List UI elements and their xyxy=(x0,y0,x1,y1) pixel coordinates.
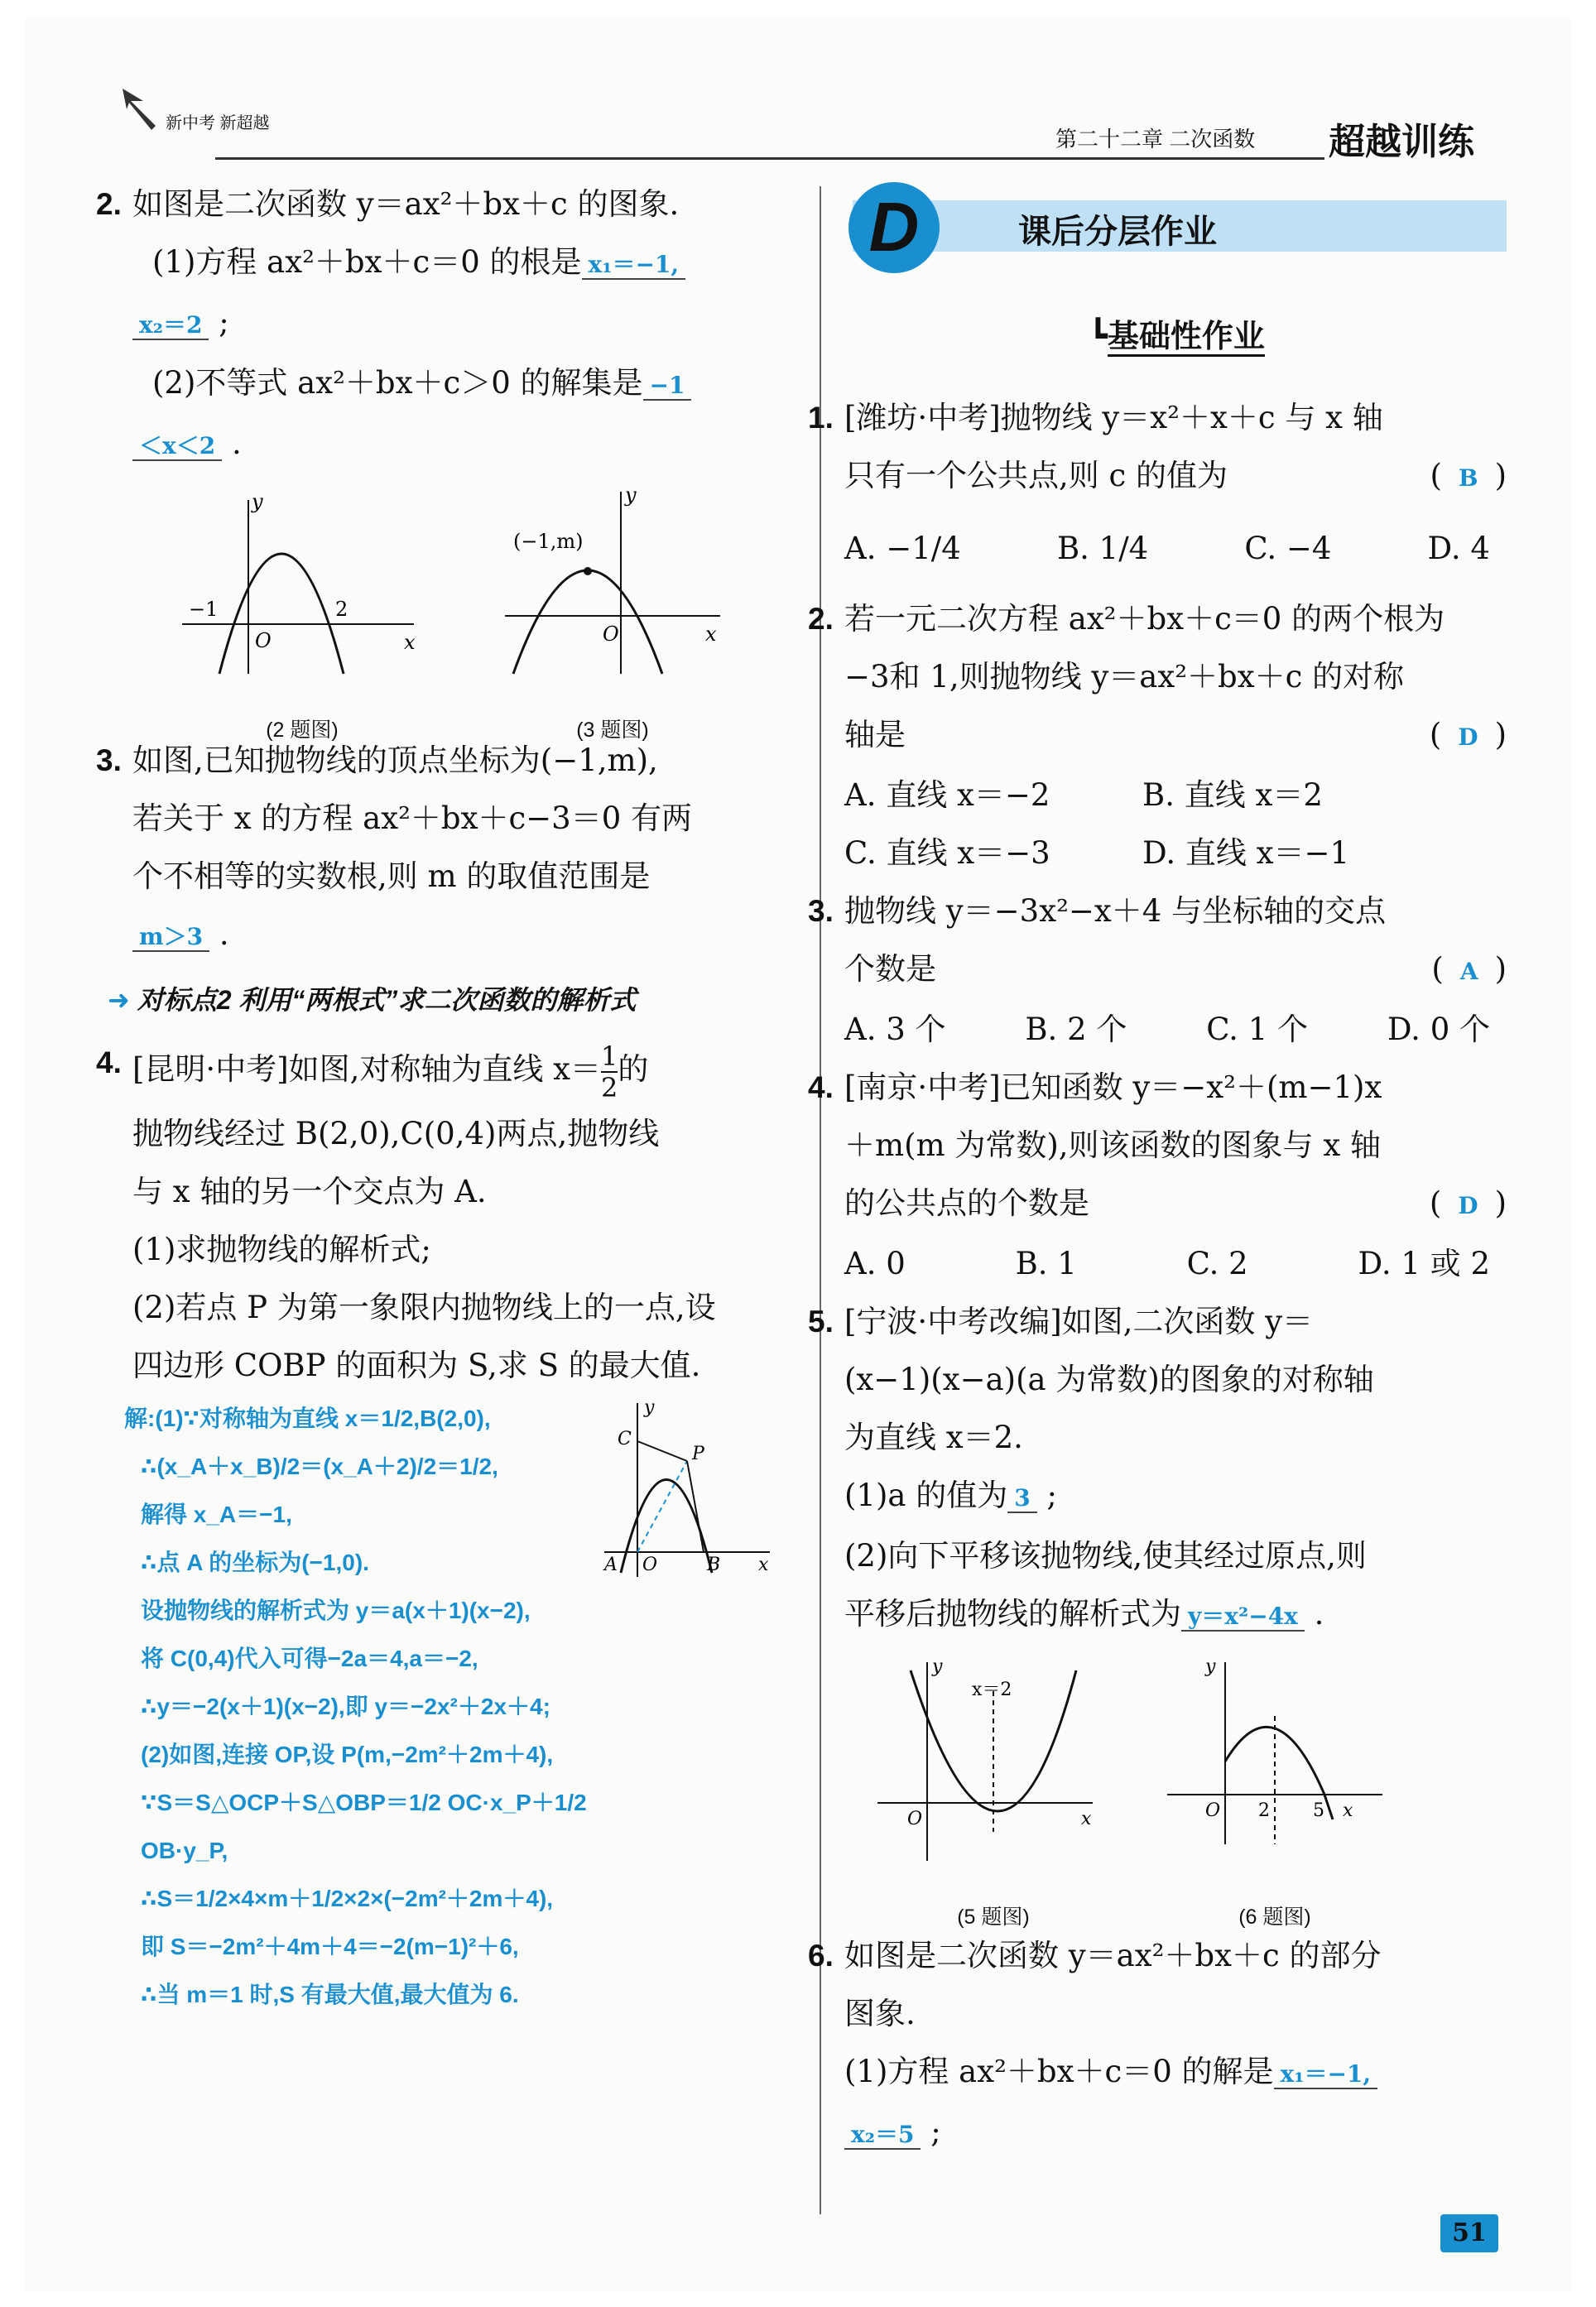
question-3-left: 3. 如图,已知抛物线的顶点坐标为(−1,m), 若关于 x 的方程 ax²＋bx＋c−3＝0 有两 个不相等的实数根,则 m 的取值范围是 m＞3 . xyxy=(132,732,795,966)
solution-text xyxy=(124,1395,588,2019)
q4-line1-tail: 的 xyxy=(618,1051,649,1087)
question-4-right xyxy=(808,1059,1507,1293)
q2-answer1b: x₂＝2 xyxy=(132,311,209,340)
r-q1-line1: [潍坊·中考]抛物线 y＝x²＋x＋c 与 x 轴 xyxy=(844,400,1383,435)
fig5-y-label: y xyxy=(932,1656,943,1677)
r-q5-answer2: y＝x²−4x xyxy=(1181,1603,1305,1632)
topic-heading xyxy=(108,971,795,1029)
fig4-c-label: C xyxy=(618,1429,632,1449)
fig2-x-label: x xyxy=(404,631,416,654)
r-q3-options xyxy=(844,1001,1490,1059)
sol-line: ∴(x_A＋x_B)/2＝(x_A＋2)/2＝1/2, xyxy=(141,1454,498,1479)
q2-answer1a: x₁＝−1, xyxy=(582,251,686,280)
r-q1-answer: B xyxy=(1458,464,1478,492)
subsection-bracket-icon: ┗ xyxy=(1089,320,1108,354)
answer-paren: ( D ) xyxy=(1429,1185,1507,1221)
option-c: C. 1 个 xyxy=(1206,1012,1309,1047)
fraction-numerator: 1 xyxy=(601,1040,618,1072)
option-a: A. 3 个 xyxy=(844,1012,946,1047)
fig2-y-label: y xyxy=(252,490,263,513)
sol-line: ∴点 A 的坐标为(−1,0). xyxy=(141,1550,369,1575)
sol-line: 将 C(0,4)代入可得−2a＝4,a＝−2, xyxy=(141,1646,478,1671)
question-number: 1. xyxy=(808,401,834,435)
header-arrow-icon xyxy=(114,84,164,134)
fig6-y-label: y xyxy=(1205,1656,1216,1677)
figure-2-caption: (2 题图) xyxy=(266,719,339,742)
figure-3-graph xyxy=(488,483,737,682)
fig6-axis-label: 2 xyxy=(1258,1800,1270,1821)
fig5-axis-label: x＝2 xyxy=(972,1680,1012,1700)
q4-line4: (1)求抛物线的解析式; xyxy=(132,1232,431,1267)
topic-arrow-icon: ➜ xyxy=(108,985,137,1015)
r-q1-line2: 只有一个公共点,则 c 的值为 xyxy=(844,458,1228,493)
figure-2 xyxy=(166,483,439,742)
question-stem: 如图是二次函数 y＝ax²＋bx＋c 的图象. xyxy=(132,186,680,222)
r-q4-options xyxy=(844,1235,1490,1293)
fig2-root1-label: −1 xyxy=(189,598,219,621)
question-2-right xyxy=(808,590,1507,882)
question-number: 5. xyxy=(808,1305,834,1339)
r-q4-answer: D xyxy=(1458,1192,1478,1219)
option-a: A. 直线 x＝−2 xyxy=(844,777,1050,813)
r-q2-line1: 若一元二次方程 ax²＋bx＋c＝0 的两个根为 xyxy=(844,601,1445,637)
question-number: 6. xyxy=(808,1939,834,1973)
r-q5-line2: (x−1)(x−a)(a 为常数)的图象的对称轴 xyxy=(844,1362,1374,1397)
r-q1-options xyxy=(844,507,1490,590)
question-number: 3. xyxy=(96,743,122,777)
sol-line: ∴y＝−2(x＋1)(x−2),即 y＝−2x²＋2x＋4; xyxy=(141,1694,550,1719)
r-q5-line1: [宁波·中考改编]如图,二次函数 y＝ xyxy=(844,1304,1314,1339)
q4-line6: 四边形 COBP 的面积为 S,求 S 的最大值. xyxy=(132,1348,701,1383)
answer-paren: ( D ) xyxy=(1429,717,1507,752)
q4-line2: 抛物线经过 B(2,0),C(0,4)两点,抛物线 xyxy=(132,1116,660,1151)
r-q5-line4: (1)a 的值为 xyxy=(844,1478,1008,1513)
answer-paren: ( B ) xyxy=(1430,458,1507,493)
solution-block xyxy=(124,1395,795,2019)
r-q5-answer1: 3 xyxy=(1007,1484,1036,1513)
figure-5-caption: (5 题图) xyxy=(957,1906,1030,1929)
r-q2-options xyxy=(844,767,1490,882)
sol-line: 解得 x_A＝−1, xyxy=(141,1502,292,1527)
question-6-right: 6. 如图是二次函数 y＝ax²＋bx＋c 的部分 图象. (1)方程 ax²＋bx＋c＝0 的解是 x₁＝−1, x₂＝5 ; xyxy=(844,1927,1507,2164)
r-q3-line2: 个数是 xyxy=(844,951,936,987)
question-number: 4. xyxy=(96,1045,122,1079)
fig5-x-label: x xyxy=(1081,1809,1092,1829)
r-q2-answer: D xyxy=(1458,723,1478,751)
q2-part2: (2)不等式 ax²＋bx＋c＞0 的解集是 xyxy=(152,365,643,401)
r-q3-line1: 抛物线 y＝−3x²−x＋4 与坐标轴的交点 xyxy=(844,893,1387,929)
topic-text: 对标点2 利用“两根式”求二次函数的解析式 xyxy=(137,985,637,1015)
option-d: D. 1 或 2 xyxy=(1358,1246,1490,1281)
question-4-left xyxy=(96,1034,795,1395)
option-d: D. 4 xyxy=(1427,531,1490,566)
fig3-origin-label: O xyxy=(603,622,619,646)
question-number: 3. xyxy=(808,894,834,928)
option-a: A. −1/4 xyxy=(844,531,961,566)
r-q6-line1: 如图是二次函数 y＝ax²＋bx＋c 的部分 xyxy=(844,1938,1382,1973)
q4-line5: (2)若点 P 为第一象限内抛物线上的一点,设 xyxy=(132,1290,716,1325)
figure-4-graph xyxy=(596,1395,778,1585)
q3-line1: 如图,已知抛物线的顶点坐标为(−1,m), xyxy=(132,743,658,778)
sol-line: (2)如图,连接 OP,设 P(m,−2m²＋2m＋4), xyxy=(141,1742,554,1767)
r-q5-line6: 平移后抛物线的解析式为 xyxy=(844,1596,1181,1632)
option-d: D. 直线 x＝−1 xyxy=(1142,835,1350,871)
sol-line: ∴当 m＝1 时,S 有最大值,最大值为 6. xyxy=(141,1982,519,2007)
question-number: 2. xyxy=(96,187,122,221)
fig6-x-label: x xyxy=(1343,1800,1353,1821)
r-q6-line3: (1)方程 ax²＋bx＋c＝0 的解是 xyxy=(844,2054,1274,2089)
left-column xyxy=(96,175,795,2019)
figure-6-caption: (6 题图) xyxy=(1238,1906,1311,1929)
q4-fraction xyxy=(601,1041,618,1103)
option-b: B. 直线 x＝2 xyxy=(1142,777,1323,813)
q3-answer: m＞3 xyxy=(132,923,209,952)
page xyxy=(25,17,1571,2290)
figure-5-graph xyxy=(869,1654,1118,1869)
figure-5 xyxy=(869,1654,1118,1927)
fig4-x-label: x xyxy=(758,1555,769,1575)
fig4-y-label: y xyxy=(644,1397,655,1418)
answer-paren: ( A ) xyxy=(1431,951,1507,987)
q3-line3: 个不相等的实数根,则 m 的取值范围是 xyxy=(132,858,651,894)
question-number: 4. xyxy=(808,1070,834,1104)
column-divider xyxy=(820,186,821,2214)
section-d-title: 课后分层作业 xyxy=(1018,214,1217,250)
fig4-p-label: P xyxy=(692,1444,704,1464)
r-q5-line3: 为直线 x＝2. xyxy=(844,1420,1023,1455)
fraction-denominator: 2 xyxy=(601,1071,618,1103)
question-5-right: 5. [宁波·中考改编]如图,二次函数 y＝ (x−1)(x−a)(a 为常数)的图象的对称轴 为直线 x＝2. (1)a 的值为 3 ; (2)向下平移该抛物线,使其经过原点,则 平移后抛物线的解析式为 y＝x²−4x . xyxy=(844,1293,1507,1646)
fig2-origin-label: O xyxy=(255,629,272,652)
sol-line: ∵S＝S△OCP＋S△OBP＝1/2 OC·x_P＋1/2 OB·y_P, xyxy=(141,1790,587,1863)
fig3-x-label: x xyxy=(705,622,717,646)
r-q2-line2: −3和 1,则抛物线 y＝ax²＋bx＋c 的对称 xyxy=(844,659,1405,695)
subsection-heading-text: 基础性作业 xyxy=(1108,320,1265,357)
q3-line2: 若关于 x 的方程 ax²＋bx＋c−3＝0 有两 xyxy=(132,800,693,836)
sol-line: 解:(1)∵对称轴为直线 x＝1/2,B(2,0), xyxy=(124,1406,491,1431)
figure-3-caption: (3 题图) xyxy=(576,719,649,742)
r-q3-answer: A xyxy=(1459,958,1478,985)
fig6-origin-label: O xyxy=(1205,1800,1221,1821)
figures-5-6 xyxy=(869,1654,1507,1927)
header-rule xyxy=(215,157,1324,160)
q2-part1: (1)方程 ax²＋bx＋c＝0 的根是 xyxy=(152,244,582,280)
question-1-right xyxy=(808,389,1507,590)
r-q4-line2: ＋m(m 为常数),则该函数的图象与 x 轴 xyxy=(844,1127,1381,1163)
option-c: C. −4 xyxy=(1244,531,1332,566)
q4-line3: 与 x 轴的另一个交点为 A. xyxy=(132,1174,487,1209)
fig5-origin-label: O xyxy=(907,1809,923,1829)
header-series: 新中考 新超越 xyxy=(166,114,270,132)
question-number: 2. xyxy=(808,602,834,636)
sol-line: ∴S＝1/2×4×m＋1/2×2×(−2m²＋2m＋4), xyxy=(141,1886,554,1911)
header-chapter: 第二十二章 二次函数 xyxy=(1055,127,1256,151)
sol-line: 即 S＝−2m²＋4m＋4＝−2(m−1)²＋6, xyxy=(141,1934,519,1959)
fig4-a-label: A xyxy=(604,1555,618,1575)
figure-6-graph xyxy=(1151,1654,1399,1869)
r-q6-answer1a: x₁＝−1, xyxy=(1274,2060,1378,2089)
figures-2-3 xyxy=(166,483,795,742)
option-c: C. 直线 x＝−3 xyxy=(844,835,1050,871)
sol-line: 设抛物线的解析式为 y＝a(x＋1)(x−2), xyxy=(141,1598,531,1623)
figure-3 xyxy=(488,483,737,742)
question-2-left: 2. 如图是二次函数 y＝ax²＋bx＋c 的图象. (1)方程 ax²＋bx＋c＝0 的根是 x₁＝−1, x₂＝2 ; (2)不等式 ax²＋bx＋c＞0 的解集是 −1 ＜x＜2 . xyxy=(132,175,795,475)
q2-answer2a: −1 xyxy=(643,372,692,401)
fig3-y-label: y xyxy=(625,483,637,507)
q4-line1: [昆明·中考]如图,对称轴为直线 x＝ xyxy=(132,1051,602,1087)
option-b: B. 1/4 xyxy=(1056,531,1149,566)
header-brand: 超越训练 xyxy=(1329,122,1474,162)
option-b: B. 1 xyxy=(1015,1246,1077,1281)
r-q2-line3: 轴是 xyxy=(844,717,906,752)
fig2-root2-label: 2 xyxy=(335,598,349,621)
q2-answer2b: ＜x＜2 xyxy=(132,432,222,461)
option-c: C. 2 xyxy=(1186,1246,1248,1281)
option-a: A. 0 xyxy=(844,1246,906,1281)
r-q6-answer1b: x₂＝5 xyxy=(844,2121,921,2150)
figure-2-graph xyxy=(166,483,439,682)
r-q6-line2: 图象. xyxy=(844,1996,916,2031)
r-q4-line3: 的公共点的个数是 xyxy=(844,1185,1089,1221)
page-number: 51 xyxy=(1440,2214,1498,2252)
fig6-root-label: 5 xyxy=(1313,1800,1324,1821)
option-d: D. 0 个 xyxy=(1387,1012,1490,1047)
r-q5-line5: (2)向下平移该抛物线,使其经过原点,则 xyxy=(844,1538,1367,1574)
fig4-origin-label: O xyxy=(642,1555,658,1575)
subsection-heading xyxy=(1089,310,1265,356)
fig4-b-label: B xyxy=(707,1555,721,1575)
option-b: B. 2 个 xyxy=(1025,1012,1127,1047)
section-d-badge: D xyxy=(848,182,940,273)
figure-6 xyxy=(1151,1654,1399,1927)
fig3-vertex-label: (−1,m) xyxy=(513,530,584,553)
r-q4-line1: [南京·中考]已知函数 y＝−x²＋(m−1)x xyxy=(844,1069,1382,1105)
right-column xyxy=(808,389,1507,2164)
question-3-right xyxy=(808,882,1507,1059)
